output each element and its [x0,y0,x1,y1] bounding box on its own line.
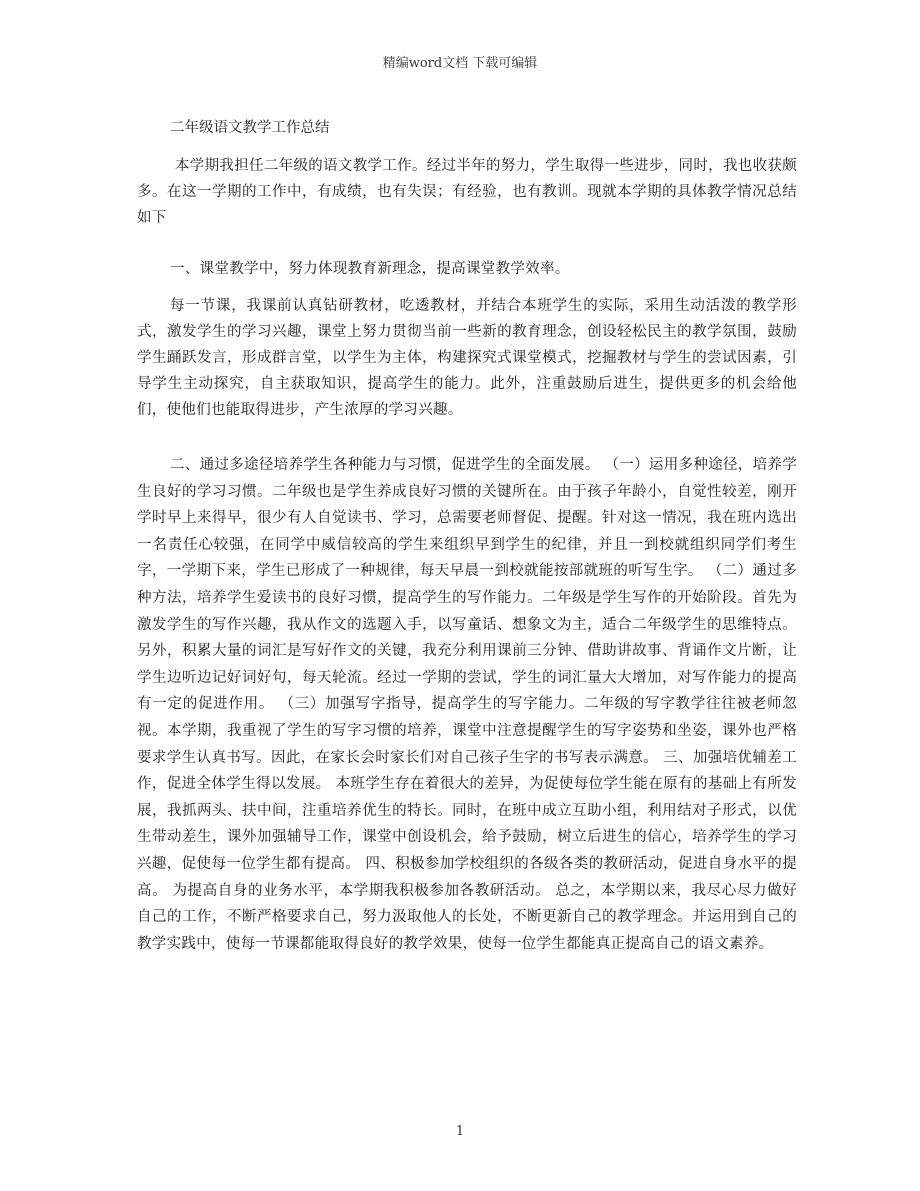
section-heading-1: 一、课堂教学中，努力体现教育新理念，提高课堂教学效率。 [170,261,570,277]
paragraph-classroom-teaching: 每一节课，我课前认真钻研教材，吃透教材，并结合本班学生的实际，采用生动活泼的教学形式，激发学生的学习兴趣，课堂上努力贯彻当前一些新的教育理念，创设轻松民主的教学氛围，鼓励学生踊跃发言，形成群言堂，以学生为主体，构建探究式课堂模式，挖掘教材与学生的尝试因素，引导学生主动探究，自主获取知识，提高学生的能力。此外，注重鼓励后进生，提供更多的机会给他们，使他们也能取得进步，产生浓厚的学习兴趣。 [137,298,797,418]
page-header: 精编word文档 下载可编辑 [382,56,538,71]
paragraph-abilities-and-habits: 二、通过多途径培养学生各种能力与习惯，促进学生的全面发展。 （一）运用多种途径，培养学生良好的学习习惯。二年级也是学生养成良好习惯的关键所在。由于孩子年龄小，自觉性较差，刚开学时早上来得早，很少有人自觉读书、学习，总需要老师督促、提醒。针对这一情况，我在班内选出一名责任心较强，在同学中威信较高的学生来组织早到学生的纪律，并且一到校就组织同学们考生字，一学期下来，学生已形成了一种规律，每天早晨一到校就能按部就班的听写生字。 （二）通过多种方法，培养学生爱读书的良好习惯，提高学生的写作能力。二年级是学生写作的开始阶段。首先为激发学生的写作兴趣，我从作文的选题入手，以写童话、想象文为主，适合二年级学生的思维特点。另外，积累大量的词汇是写好作文的关键，我充分利用课前三分钟、借助讲故事、背诵作文片断，让学生边听边记好词好句，每天轮流。经过一学期的尝试，学生的词汇量大大增加，对写作能力的提高有一定的促进作用。 （三）加强写字指导，提高学生的写字能力。二年级的写字教学往往被老师忽视。本学期，我重视了学生的写字习惯的培养，课堂中注意提醒学生的写字姿势和坐姿，课外也严格要求学生认真书写。因此，在家长会时家长们对自己孩子生字的书写表示满意。 三、加强培优辅差工作，促进全体学生得以发展。 本班学生存在着很大的差异，为促使每位学生能在原有的基础上有所发展，我抓两头、扶中间，注重培养优生的特长。同时，在班中成立互助小组，利用结对子形式，以优生带动差生，课外加强辅导工作，课堂中创设机会，给予鼓励，树立后进生的信心，培养学生的学习兴趣，促使每一位学生都有提高。 四、积极参加学校组织的各级各类的教研活动，促进自身水平的提高。 为提高自身的业务水平，本学期我积极参加各教研活动。 总之，本学期以来，我尽心尽力做好自己的工作，不断严格要求自己，努力汲取他人的长处，不断更新自己的教学理念。并运用到自己的教学实践中，使每一节课都能取得良好的教学效果，使每一位学生都能真正提高自己的语文素养。 [137,457,797,952]
paragraph-intro: 本学期我担任二年级的语文教学工作。经过半年的努力，学生取得一些进步，同时，我也收获颇多。在这一学期的工作中，有成绩，也有失误；有经验，也有教训。现就本学期的具体教学情况总结如下 [137,158,797,226]
page-number: 1 [455,1124,465,1139]
document-title: 二年级语文教学工作总结 [170,120,330,136]
